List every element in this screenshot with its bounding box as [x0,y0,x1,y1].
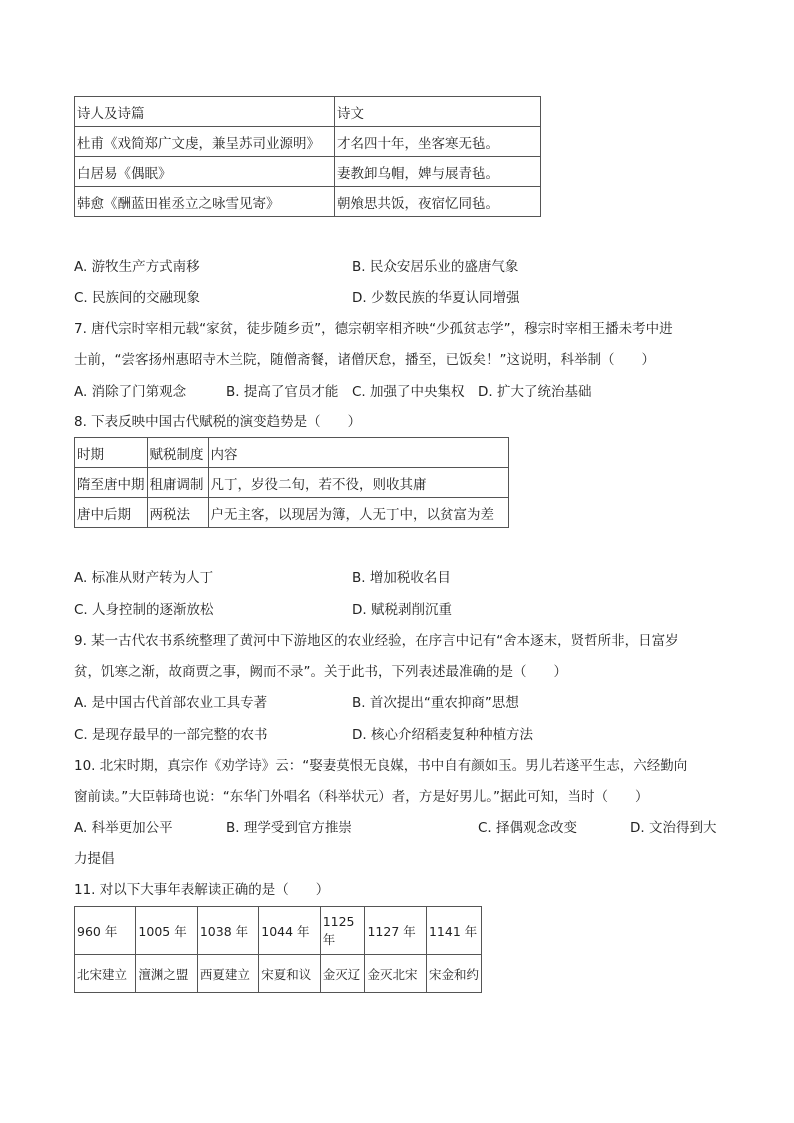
table-header-cell: 诗文 [335,97,541,127]
table-cell: 朝飧思共饭，夜宿忆同毡。 [335,187,541,217]
q10-option-a: A. 科举更加公平 [74,820,173,836]
table-cell: 韩愈《酬蓝田崔丞立之咏雪见寄》 [75,187,335,217]
table-header-cell: 时期 [75,438,148,468]
table-row [75,468,509,498]
q7-stem-line1: 7. 唐代宗时宰相元载“家贫，徒步随乡贡”，德宗朝宰相齐映“少孤贫志学”，穆宗时宰相王播未考中进 [74,321,673,337]
table-cell: 杜甫《戏简郑广文虔，兼呈苏司业源明》 [75,127,335,157]
table-cell: 两税法 [147,498,208,528]
q10-option-d: D. 文治得到大 [630,820,717,836]
table-cell: 租庸调制 [147,468,208,498]
poem-table [74,96,541,217]
table-cell: 唐中后期 [75,498,148,528]
table-row [75,187,541,217]
timeline-year: 1141 年 [426,907,481,955]
table-cell: 户无主客，以现居为簿，人无丁中，以贫富为差 [208,498,509,528]
q9-option-c: C. 是现存最早的一部完整的农书 [74,727,268,743]
table-header-cell: 诗人及诗篇 [75,97,335,127]
table-row [75,498,509,528]
q7-option-b: B. 提高了官员才能 [226,384,339,400]
q8-option-b: B. 增加税收名目 [352,570,451,586]
timeline-year: 960 年 [75,907,136,955]
q6-option-d: D. 少数民族的华夏认同增强 [352,290,520,306]
q7-stem-line2: 士前，“尝客扬州惠昭寺木兰院，随僧斋餐，诸僧厌怠，播至，已饭矣！”这说明，科举制（ ） [74,352,655,368]
timeline-event: 北宋建立 [75,955,136,993]
q6-option-a: A. 游牧生产方式南移 [74,259,200,275]
q9-stem-line2: 贫，饥寒之渐，故商贾之事，阙而不录”。关于此书，下列表述最准确的是（ ） [74,664,567,680]
timeline-event: 澶渊之盟 [136,955,197,993]
table-cell: 才名四十年，坐客寒无毡。 [335,127,541,157]
q10-stem-line1: 10. 北宋时期，真宗作《劝学诗》云：“娶妻莫恨无良媒，书中自有颜如玉。男儿若遂平生志，六经勤向 [74,758,688,774]
q10-option-d-continued: 力提倡 [74,851,115,867]
q9-stem-line1: 9. 某一古代农书系统整理了黄河中下游地区的农业经验，在序言中记有“舍本逐末，贤哲所非，日富岁 [74,633,679,649]
q9-option-d: D. 核心介绍稻麦复种种植方法 [352,727,533,743]
table-header-row [75,438,509,468]
tax-table [74,437,509,528]
table-header-row [75,97,541,127]
timeline-event: 西夏建立 [197,955,258,993]
table-cell: 白居易《偶眠》 [75,157,335,187]
q7-option-d: D. 扩大了统治基础 [478,384,592,400]
timeline-year: 1044 年 [259,907,320,955]
q6-option-b: B. 民众安居乐业的盛唐气象 [352,259,519,275]
timeline-event: 宋夏和议 [259,955,320,993]
timeline-table [74,906,482,993]
table-row [75,157,541,187]
q8-option-d: D. 赋税剥削沉重 [352,602,452,618]
timeline-year: 1125 年 [320,907,365,955]
table-header-cell: 赋税制度 [147,438,208,468]
q11-stem: 11. 对以下大事年表解读正确的是（ ） [74,882,330,898]
timeline-year: 1038 年 [197,907,258,955]
timeline-event: 金灭北宋 [365,955,427,993]
table-cell: 凡丁，岁役二旬，若不役，则收其庸 [208,468,509,498]
q6-option-c: C. 民族间的交融现象 [74,290,201,306]
timeline-event: 宋金和约 [426,955,481,993]
q9-option-b: B. 首次提出“重农抑商”思想 [352,695,519,711]
q8-stem: 8. 下表反映中国古代赋税的演变趋势是（ ） [74,414,362,430]
timeline-year-row [75,907,482,955]
q10-stem-line2: 窗前读。”大臣韩琦也说：“东华门外唱名（科举状元）者，方是好男儿。”据此可知，当时（ ） [74,789,649,805]
table-cell: 妻教卸乌帽，婢与展青毡。 [335,157,541,187]
timeline-year: 1005 年 [136,907,197,955]
table-cell: 隋至唐中期 [75,468,148,498]
q10-option-c: C. 择偶观念改变 [478,820,578,836]
q7-option-a: A. 消除了门第观念 [74,384,187,400]
table-header-cell: 内容 [208,438,509,468]
q7-option-c: C. 加强了中央集权 [352,384,465,400]
q9-option-a: A. 是中国古代首部农业工具专著 [74,695,268,711]
q8-option-a: A. 标准从财产转为人丁 [74,570,214,586]
timeline-year: 1127 年 [365,907,427,955]
timeline-event-row [75,955,482,993]
q8-option-c: C. 人身控制的逐渐放松 [74,602,214,618]
table-row [75,127,541,157]
timeline-event: 金灭辽 [320,955,365,993]
q10-option-b: B. 理学受到官方推崇 [226,820,352,836]
